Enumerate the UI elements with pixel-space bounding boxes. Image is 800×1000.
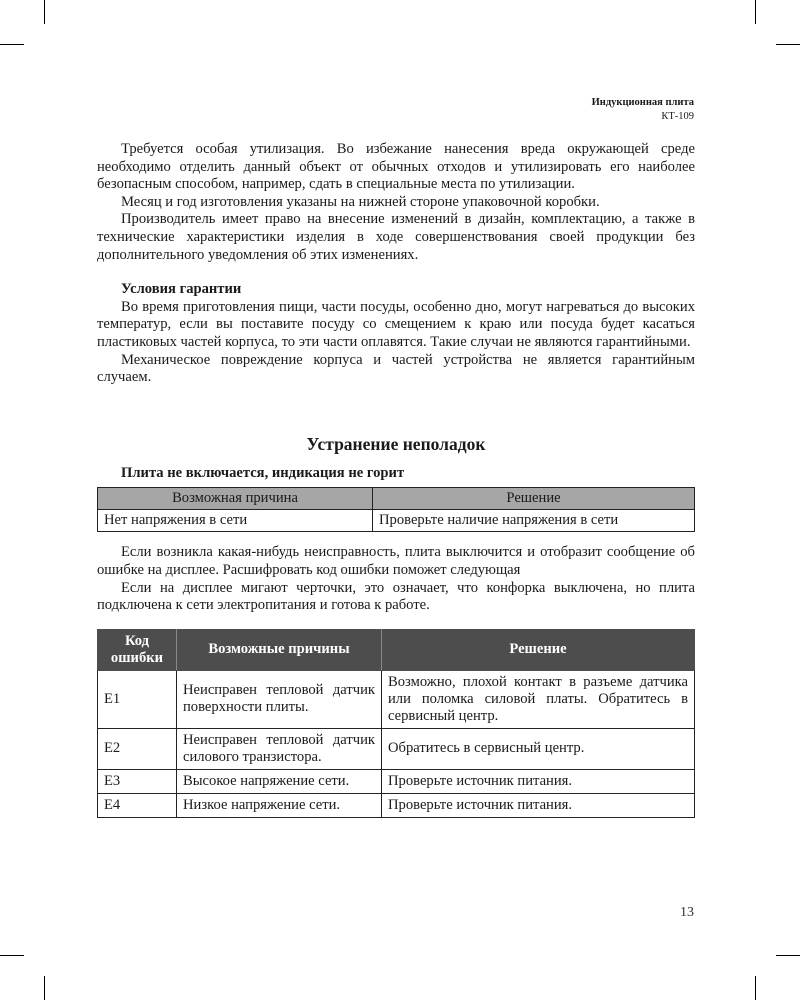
warranty-paragraph: Механическое повреждение корпуса и частей устройства не является гарантийным случаем.	[97, 351, 695, 386]
error-code: E2	[98, 728, 177, 769]
header-product: Индукционная плита	[591, 97, 694, 108]
table-row	[98, 510, 695, 532]
error-code: E4	[98, 793, 177, 817]
error-cause: Высокое напряжение сети.	[177, 769, 382, 793]
table-row	[98, 769, 695, 793]
intro-paragraph: Месяц и год изготовления указаны на нижней стороне упаковочной коробки.	[121, 193, 600, 210]
error-cause: Неисправен тепловой датчик поверхности плиты.	[177, 670, 382, 728]
intro-paragraph: Требуется особая утилизация. Во избежание нанесения вреда окружающей среде необходимо отделить данный объект от обычных отходов и утилизировать его наиболее безопасным способом, например, сдать в специальные места по утилизации.	[97, 141, 695, 193]
table-header-causes: Возможные причины	[177, 629, 382, 670]
error-solution: Возможно, плохой контакт в разъеме датчика или поломка силовой платы. Обратитесь в сервисный центр.	[382, 670, 695, 728]
power-table	[97, 487, 695, 532]
page-content	[97, 141, 695, 818]
error-code: E3	[98, 769, 177, 793]
table-header-cause: Возможная причина	[98, 488, 373, 510]
crop-mark-top-right	[755, 0, 756, 24]
error-cause: Низкое напряжение сети.	[177, 793, 382, 817]
table-header-solution: Решение	[373, 488, 695, 510]
error-cause: Неисправен тепловой датчик силового транзистора.	[177, 728, 382, 769]
page-number: 13	[680, 905, 694, 920]
running-header	[592, 96, 694, 124]
error-code-table	[97, 629, 695, 818]
warranty-title: Условия гарантии	[121, 281, 242, 298]
troubleshooting-paragraph: Если на дисплее мигают черточки, это означает, что конфорка выключена, но плита подключена к сети электропитания и готова к работе.	[97, 579, 695, 614]
table-cell: Нет напряжения в сети	[98, 510, 373, 532]
error-solution: Проверьте источник питания.	[382, 769, 695, 793]
intro-paragraph: Производитель имеет право на внесение изменений в дизайн, комплектацию, а также в технические характеристики изделия в ходе совершенствования своей продукции без дополнительного уведомления об этих изменениях.	[97, 211, 695, 263]
troubleshooting-subtitle: Плита не включается, индикация не горит	[121, 464, 405, 481]
crop-mark-top-right-h	[776, 44, 800, 45]
table-header-solution: Решение	[382, 629, 695, 670]
troubleshooting-paragraph: Если возникла какая-нибудь неисправность, плита выключится и отобразит сообщение об ошибке на дисплее. Расшифровать код ошибки поможет следующая	[97, 544, 695, 578]
table-row	[98, 793, 695, 817]
table-cell: Проверьте наличие напряжения в сети	[373, 510, 695, 532]
crop-mark-bottom-left	[44, 976, 45, 1000]
error-solution: Обратитесь в сервисный центр.	[382, 728, 695, 769]
table-row	[98, 670, 695, 728]
warranty-paragraph: Во время приготовления пищи, части посуды, особенно дно, могут нагреваться до высоких температур, если вы поставите посуду со смещением к краю или посуда будет касаться пластиковых частей корпуса, то эти части оплавятся. Такие случаи не являются гарантийными.	[97, 298, 695, 350]
crop-mark-bottom-left-h	[0, 955, 24, 956]
error-solution: Проверьте источник питания.	[382, 793, 695, 817]
troubleshooting-title: Устранение неполадок	[306, 433, 486, 454]
table-header-code: Код ошибки	[98, 629, 177, 670]
crop-mark-bottom-right-h	[776, 955, 800, 956]
crop-mark-top-left	[44, 0, 45, 24]
crop-mark-bottom-right	[755, 976, 756, 1000]
crop-mark-top-left-h	[0, 44, 24, 45]
table-row	[98, 728, 695, 769]
header-model: КТ-109	[661, 111, 694, 122]
error-code: E1	[98, 670, 177, 728]
